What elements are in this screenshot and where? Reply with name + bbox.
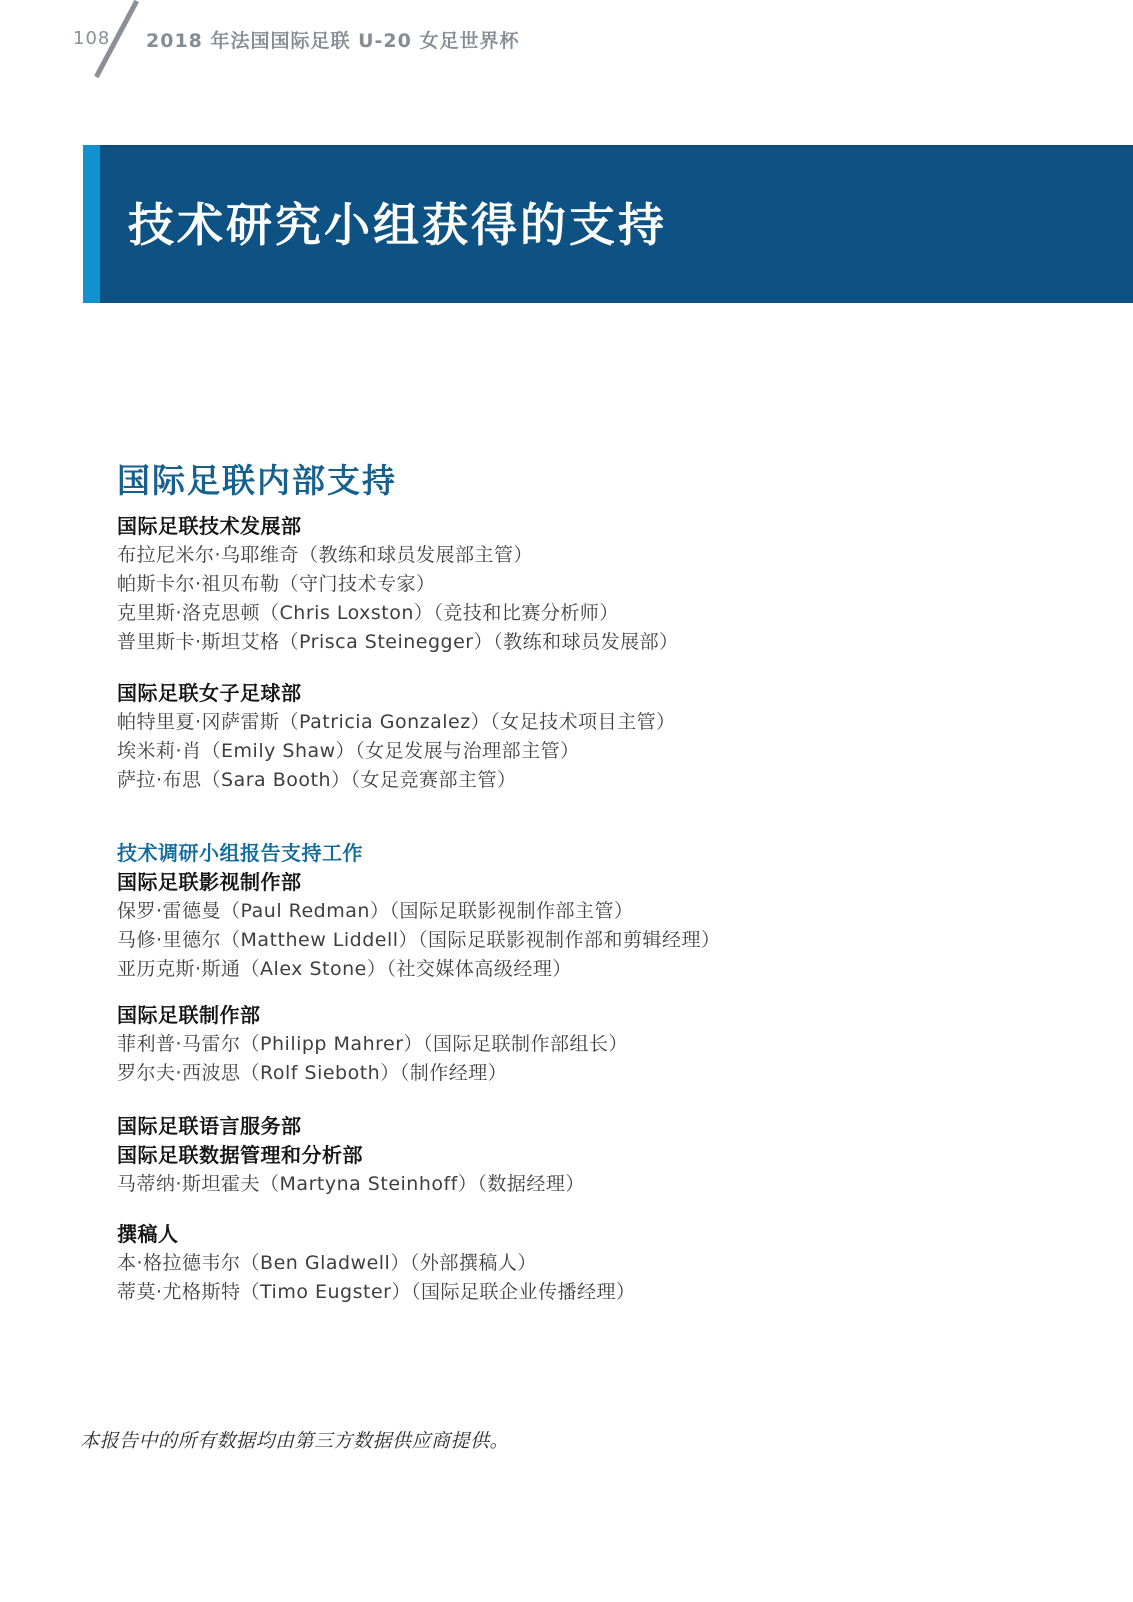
staff-group xyxy=(117,512,1047,657)
person-line: 罗尔夫·西波思（Rolf Sieboth）（制作经理） xyxy=(117,1062,508,1084)
main-content xyxy=(117,461,1047,1307)
group-heading: 国际足联数据管理和分析部 xyxy=(117,1143,363,1167)
staff-group xyxy=(117,1001,1047,1088)
page-title: 技术研究小组获得的支持 xyxy=(128,198,667,252)
staff-group xyxy=(117,1220,1047,1307)
group-heading: 国际足联影视制作部 xyxy=(117,870,302,894)
staff-group xyxy=(117,839,1047,984)
group-heading: 国际足联女子足球部 xyxy=(117,681,302,705)
person-line: 普里斯卡·斯坦艾格（Prisca Steinegger）（教练和球员发展部） xyxy=(117,631,679,653)
person-line: 萨拉·布思（Sara Booth）（女足竞赛部主管） xyxy=(117,769,517,791)
page-number: 108 xyxy=(73,28,111,49)
person-line: 帕特里夏·冈萨雷斯（Patricia Gonzalez）（女足技术项目主管） xyxy=(117,711,676,733)
person-line: 菲利普·马雷尔（Philipp Mahrer）（国际足联制作部组长） xyxy=(117,1033,629,1055)
person-line: 亚历克斯·斯通（Alex Stone）（社交媒体高级经理） xyxy=(117,958,572,980)
person-line: 本·格拉德韦尔（Ben Gladwell）（外部撰稿人） xyxy=(117,1252,537,1274)
page-header xyxy=(0,0,1133,90)
person-line: 马蒂纳·斯坦霍夫（Martyna Steinhoff）（数据经理） xyxy=(117,1173,585,1195)
banner-accent-stripe xyxy=(83,145,100,303)
content-groups xyxy=(117,512,1047,1307)
group-heading: 撰稿人 xyxy=(117,1222,179,1246)
header-title: 2018 年法国国际足联 U-20 女足世界杯 xyxy=(146,30,520,52)
subsection-heading: 技术调研小组报告支持工作 xyxy=(117,841,363,865)
staff-group xyxy=(117,1112,1047,1199)
person-line: 埃米莉·肖（Emily Shaw）（女足发展与治理部主管） xyxy=(117,740,580,762)
group-heading: 国际足联制作部 xyxy=(117,1003,261,1027)
person-line: 布拉尼米尔·乌耶维奇（教练和球员发展部主管） xyxy=(117,544,534,566)
person-line: 保罗·雷德曼（Paul Redman）（国际足联影视制作部主管） xyxy=(117,900,634,922)
group-heading: 国际足联语言服务部 xyxy=(117,1114,302,1138)
banner-body xyxy=(100,145,1133,303)
title-banner xyxy=(83,145,1133,303)
staff-group xyxy=(117,679,1047,795)
person-line: 帕斯卡尔·祖贝布勒（守门技术专家） xyxy=(117,573,436,595)
person-line: 克里斯·洛克思顿（Chris Loxston）（竞技和比赛分析师） xyxy=(117,602,619,624)
person-line: 马修·里德尔（Matthew Liddell）（国际足联影视制作部和剪辑经理） xyxy=(117,929,721,951)
data-source-footnote: 本报告中的所有数据均由第三方数据供应商提供。 xyxy=(80,1430,510,1452)
group-heading: 国际足联技术发展部 xyxy=(117,514,302,538)
person-line: 蒂莫·尤格斯特（Timo Eugster）（国际足联企业传播经理） xyxy=(117,1281,636,1303)
section-heading: 国际足联内部支持 xyxy=(117,461,397,500)
